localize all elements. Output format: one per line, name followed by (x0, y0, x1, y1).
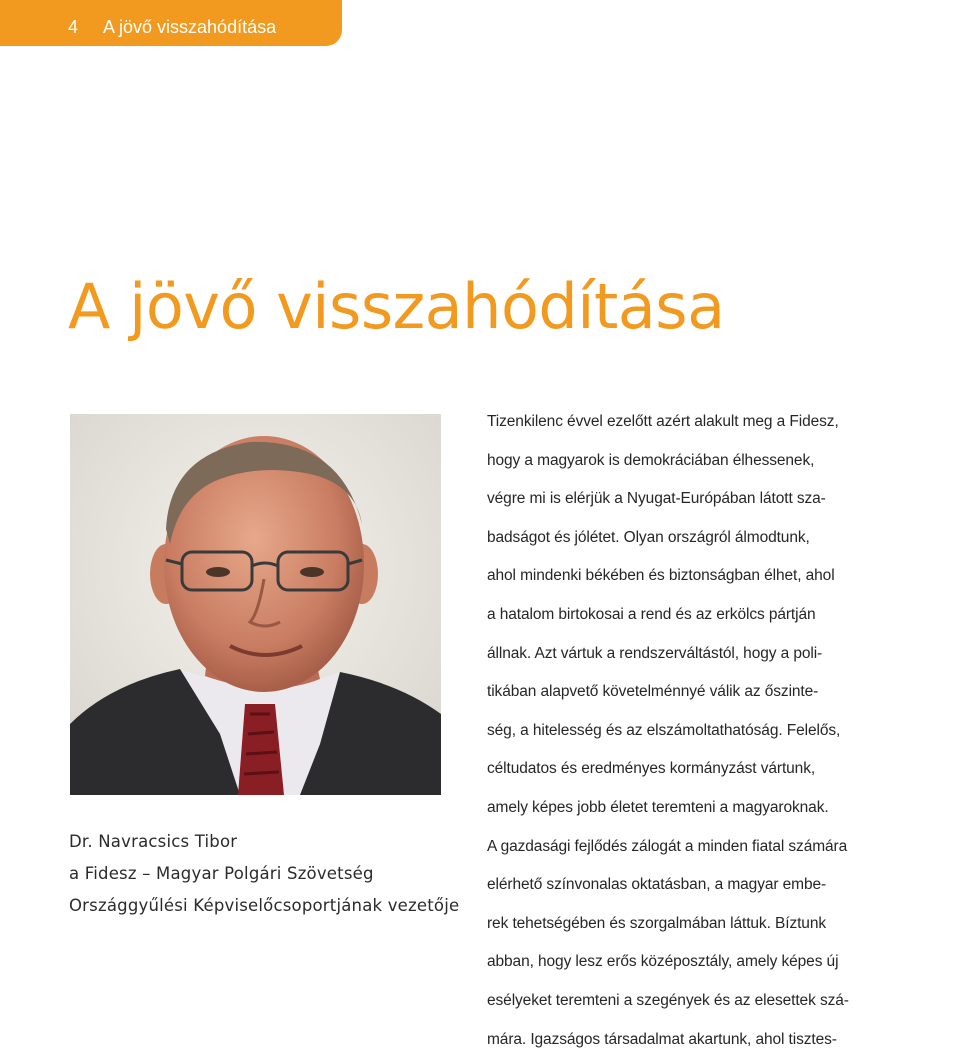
caption-name: Dr. Navracsics Tibor (69, 826, 459, 858)
running-title: A jövő visszahódítása (103, 17, 276, 38)
page-title: A jövő visszahódítása (68, 270, 725, 343)
body-line: rek tehetségében és szorgalmában láttuk. Bíztunk (487, 905, 957, 944)
photo-caption (69, 826, 459, 922)
body-line: A gazdasági fejlődés zálogát a minden fiatal számára (487, 828, 957, 867)
body-line: Tizenkilenc évvel ezelőtt azért alakult meg a Fidesz, (487, 403, 957, 442)
portrait-photo (70, 414, 441, 795)
body-line: esélyeket teremteni a szegények és az elesettek szá- (487, 982, 957, 1021)
body-line: végre mi is elérjük a Nyugat-Európában látott sza- (487, 480, 957, 519)
body-line: tikában alapvető követelménnyé válik az őszinte- (487, 673, 957, 712)
body-line: abban, hogy lesz erős középosztály, amely képes új (487, 943, 957, 982)
body-text (487, 403, 957, 1059)
caption-role: Országgyűlési Képviselőcsoportjának vezetője (69, 890, 459, 922)
body-line: amely képes jobb életet teremteni a magyaroknak. (487, 789, 957, 828)
body-line: badságot és jólétet. Olyan országról álmodtunk, (487, 519, 957, 558)
body-line: állnak. Azt vártuk a rendszerváltástól, hogy a poli- (487, 635, 957, 674)
body-line: a hatalom birtokosai a rend és az erkölcs pártján (487, 596, 957, 635)
body-line: ség, a hitelesség és az elszámoltathatóság. Felelős, (487, 712, 957, 751)
header-tab (0, 0, 342, 46)
body-line: ahol mindenki békében és biztonságban élhet, ahol (487, 557, 957, 596)
caption-organization: a Fidesz – Magyar Polgári Szövetség (69, 858, 459, 890)
body-line: hogy a magyarok is demokráciában élhessenek, (487, 442, 957, 481)
page-number: 4 (68, 17, 78, 38)
body-line: mára. Igazságos társadalmat akartunk, ahol tisztes- (487, 1021, 957, 1059)
body-line: céltudatos és eredményes kormányzást vártunk, (487, 750, 957, 789)
body-line: elérhető színvonalas oktatásban, a magyar embe- (487, 866, 957, 905)
portrait-photo-icon (70, 414, 441, 795)
